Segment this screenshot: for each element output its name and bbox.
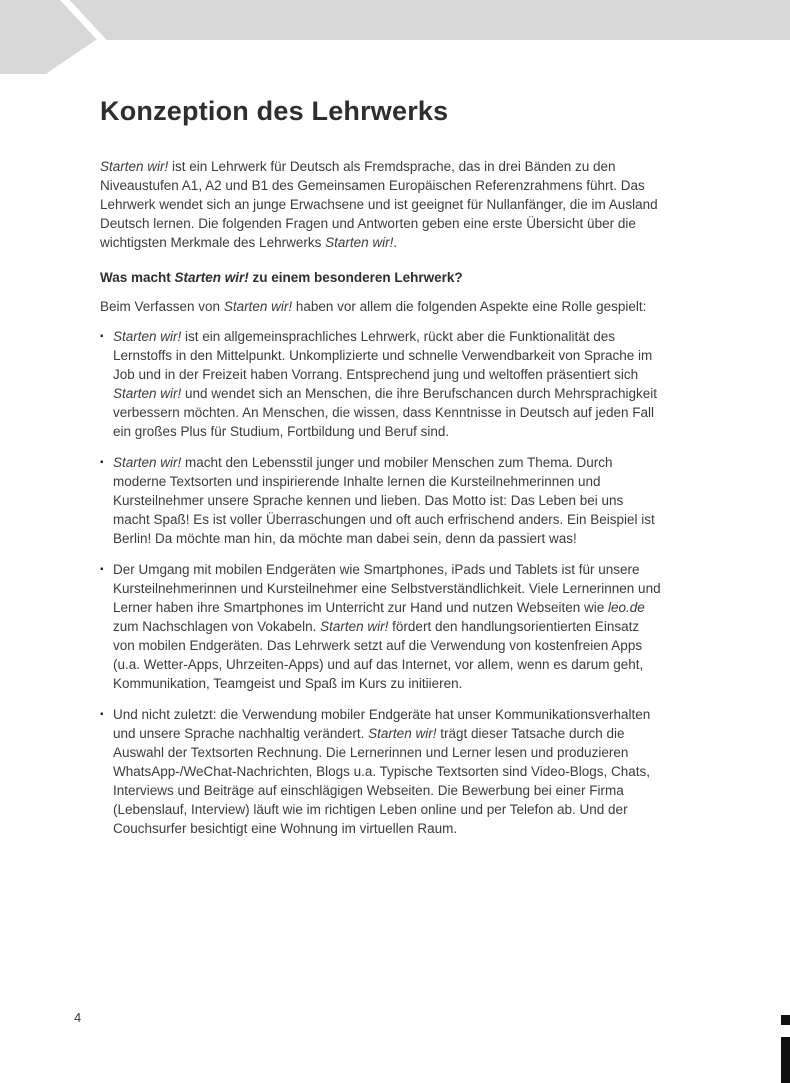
text-run: Starten wir! (174, 270, 249, 285)
text-run: zu einem besonderen Lehrwerk? (248, 270, 463, 285)
text-run: Starten wir! (100, 159, 169, 174)
bullet-item (100, 705, 662, 838)
text-run: Starten wir! (113, 455, 182, 470)
bullet-item (100, 453, 662, 548)
text-run: Der Umgang mit mobilen Endgeräten wie Smartphones, iPads und Tablets ist für unsere Kursteilnehmerinnen und Kursteilnehmer eine Selbstverständlichkeit. Viele Lernerinnen und Lerner haben ihre Smartphones im Unterricht zur Hand und nutzen Webseiten wie (113, 562, 661, 615)
text-run: und wendet sich an Menschen, die ihre Berufschancen durch Mehrsprachigkeit verbessern möchten. An Menschen, die wissen, dass Kenntnisse in Deutsch auf jeden Fall ein großes Plus für Studium, Fortbildung und Beruf sind. (113, 386, 658, 439)
text-run: leo.de (608, 600, 645, 615)
text-run: . (393, 235, 398, 250)
text-run: Starten wir! (113, 329, 182, 344)
text-run: Starten wir! (320, 619, 389, 634)
text-run: Und nicht zuletzt: die Verwendung mobiler Endgeräte hat unser Kommunikationsverhalten und unsere Sprache nachhaltig verändert. (113, 707, 651, 741)
text-run: haben vor allem die folgenden Aspekte eine Rolle gespielt: (292, 299, 647, 314)
top-band (0, 0, 790, 78)
text-run: trägt dieser Tatsache durch die Auswahl der Textsorten Rechnung. Die Lernerinnen und Lerner lesen und produzieren WhatsApp-/WeChat-Nachrichten, Blogs u.a. Typische Textsorten sind Video-Blogs, Chats, Interviews und Beiträge auf einschlägigen Webseiten. Die Bewerbung bei einer Firma (Lebenslauf, Interview) läuft wie im richtigen Leben online und per Telefon ab. Und der Couchsurfer besichtigt eine Wohnung im virtuellen Raum. (113, 726, 651, 836)
text-run: Starten wir! (368, 726, 437, 741)
paragraph (100, 297, 662, 316)
bullet-marker: ▪ (100, 709, 104, 720)
print-mark (781, 1037, 790, 1083)
text-run: zum Nachschlagen von Vokabeln. (113, 619, 321, 634)
page-number: 4 (74, 1010, 82, 1025)
paragraph (100, 157, 662, 252)
text-run: ist ein Lehrwerk für Deutsch als Fremdsprache, das in drei Bänden zu den Niveaustufen A1, A2 und B1 des Gemeinsamen Europäischen Referenzrahmens führt. Das Lehrwerk wendet sich an junge Erwachsene und ist geeignet für Nullanfänger, die im Ausland Deutsch lernen. Die folgenden Fragen und Antworten geben eine erste Übersicht über die wichtigsten Merkmale des Lehrwerks (100, 159, 658, 250)
bullet-marker: ▪ (100, 564, 104, 575)
print-mark (781, 1015, 790, 1025)
text-run: Was macht (100, 270, 175, 285)
text-run: fördert den handlungsorientierten Einsatz von mobilen Endgeräten. Das Lehrwerk setzt auf die Verwendung von kostenfreien Apps (u.a. Wetter-Apps, Uhrzeiten-Apps) und auf das Internet, vor allem, wenn es darum geht, Kommunikation, Teamgeist und Spaß im Kurs zu initiieren. (113, 619, 644, 691)
text-run: Starten wir! (223, 299, 293, 314)
bullet-item (100, 560, 662, 693)
bullet-text (113, 560, 662, 693)
bullet-text (113, 453, 662, 548)
page-body (100, 96, 662, 850)
bullet-marker: ▪ (100, 457, 104, 468)
content-blocks (100, 157, 662, 838)
text-run: ist ein allgemeinsprachliches Lehrwerk, rückt aber die Funktionalität des Lernstoffs in den Mittelpunkt. Unkomplizierte und schnelle Verwendbarkeit von Sprache im Job und in der Freizeit haben Vorrang. Entsprechend jung und weltoffen präsentiert sich (113, 329, 653, 382)
page-title: Konzeption des Lehrwerks (100, 96, 449, 126)
text-run: macht den Lebensstil junger und mobiler Menschen zum Thema. Durch moderne Textsorten und inspirierende Inhalte lernen die Kursteilnehmerinnen und Kursteilnehmer unsere Sprache kennen und lieben. Das Motto ist: Das Leben bei uns macht Spaß! Es ist voller Überraschungen und oft auch erfrischend anders. Ein Beispiel ist Berlin! Da möchte man hin, da möchte man dabei sein, denn da passiert was! (113, 455, 655, 546)
band-shape (0, 0, 790, 74)
bullet-text (113, 705, 662, 838)
bullet-text (113, 327, 662, 441)
text-run: Starten wir! (113, 386, 182, 401)
text-run: Starten wir! (325, 235, 394, 250)
bullet-marker: ▪ (100, 331, 104, 342)
bullet-item (100, 327, 662, 441)
section-heading (100, 268, 662, 287)
text-run: Beim Verfassen von (100, 299, 224, 314)
